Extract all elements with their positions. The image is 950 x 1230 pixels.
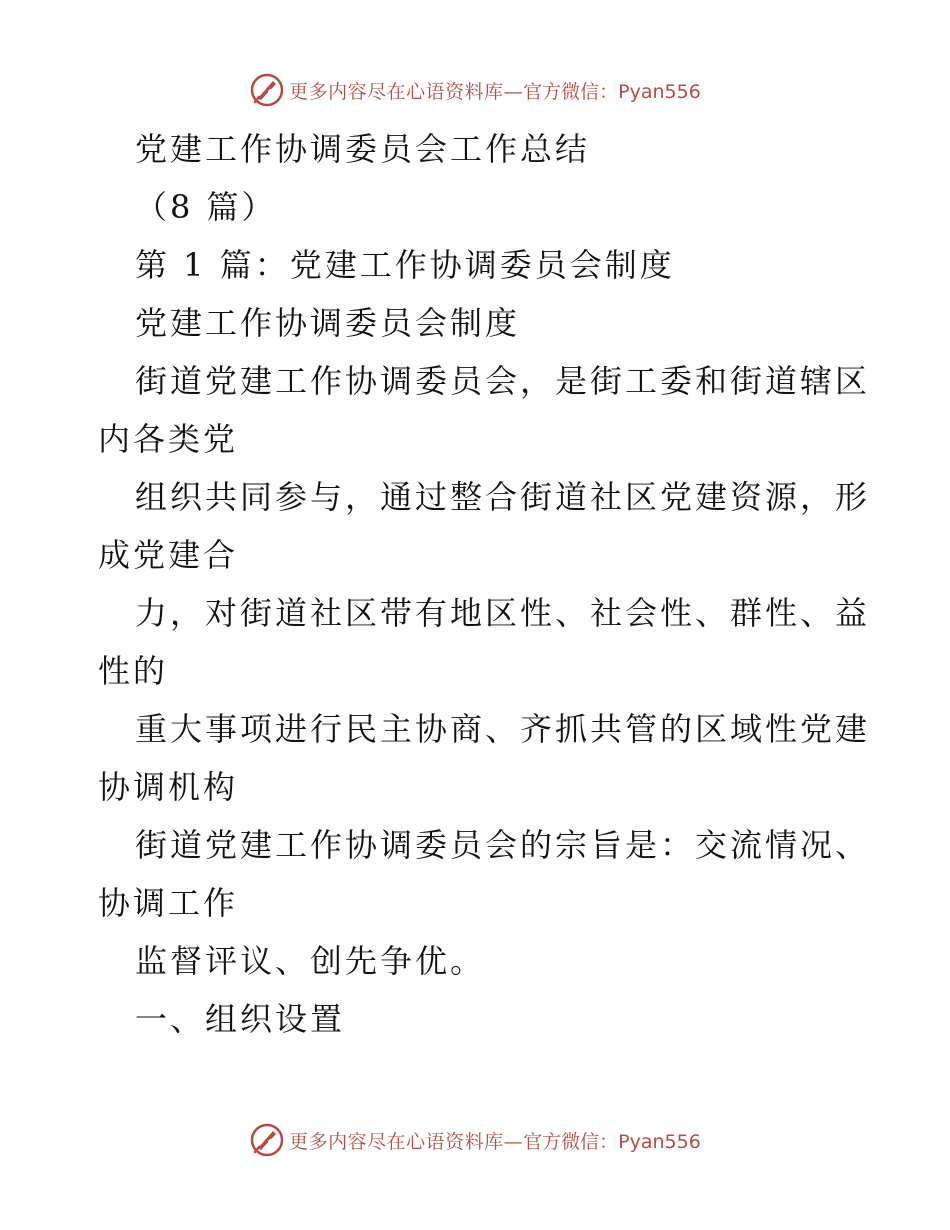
quill-pen-logo-icon [249, 1122, 285, 1158]
header-banner [0, 72, 950, 108]
paragraph-line: 力，对街道社区带有地区性、社会性、群性、益 [135, 594, 871, 632]
paragraph-line: 街道党建工作协调委员会，是街工委和街道辖区 [135, 362, 871, 400]
document-subtitle: （8 篇） [135, 188, 277, 226]
header-site-text: 更多内容尽在心语资料库— [289, 80, 524, 103]
section-title: 党建工作协调委员会制度 [135, 304, 521, 342]
header-wechat-text: 官方微信：Pyan556 [523, 80, 701, 103]
document-body [98, 120, 871, 1048]
footer-banner [0, 1122, 950, 1158]
paragraph-line: 协调工作 [98, 884, 239, 922]
paragraph-line: 成党建合 [98, 536, 239, 574]
paragraph-line: 性的 [98, 652, 169, 690]
paragraph-line: 重大事项进行民主协商、齐抓共管的区域性党建 [135, 710, 871, 748]
document-title: 党建工作协调委员会工作总结 [135, 130, 591, 168]
paragraph-line: 组织共同参与，通过整合街道社区党建资源，形 [135, 478, 871, 516]
footer-site-text: 更多内容尽在心语资料库— [289, 1130, 524, 1153]
chapter-heading: 第 1 篇：党建工作协调委员会制度 [135, 246, 675, 284]
paragraph-line: 街道党建工作协调委员会的宗旨是：交流情况、 [135, 826, 871, 864]
paragraph-line: 内各类党 [98, 420, 239, 458]
section-heading: 一、组织设置 [135, 1000, 346, 1038]
quill-pen-logo-icon [249, 72, 285, 108]
paragraph-line: 协调机构 [98, 768, 239, 806]
footer-wechat-text: 官方微信：Pyan556 [523, 1130, 701, 1153]
paragraph-line: 监督评议、创先争优。 [135, 942, 486, 980]
